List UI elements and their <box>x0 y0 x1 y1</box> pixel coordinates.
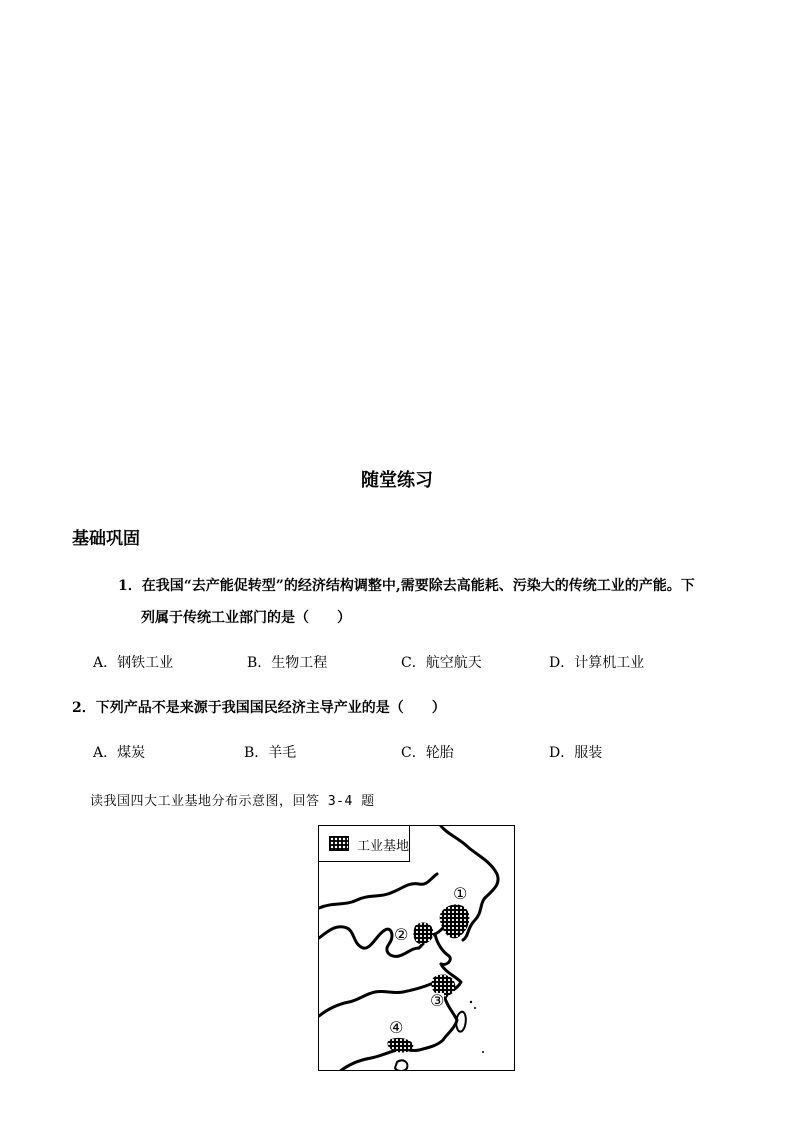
question-1-option-b: B．生物工程 <box>247 655 328 671</box>
question-2-option-c: C．轮胎 <box>401 745 454 761</box>
small-island <box>470 1001 472 1003</box>
yangtze-river-line <box>319 976 445 1016</box>
question-2-option-d: D．服装 <box>549 745 603 761</box>
map-marker-4: ④ <box>389 1018 404 1037</box>
south-coastline <box>339 1050 397 1071</box>
east-coastline <box>397 964 461 1051</box>
question-1-option-d: D．计算机工业 <box>549 655 645 671</box>
industrial-base-swatch <box>329 836 349 851</box>
question-1-text-line2: 列属于传统工业部门的是（ ） <box>141 610 351 626</box>
hainan-island <box>395 1060 407 1071</box>
section-heading: 基础巩固 <box>72 529 140 549</box>
question-2-option-a: A．煤炭 <box>93 745 146 761</box>
map-drawing <box>319 826 515 1071</box>
north-border-line <box>319 874 437 908</box>
industrial-base-2-jingjintang <box>413 923 433 944</box>
industrial-base-map <box>318 825 515 1071</box>
map-legend <box>319 826 410 862</box>
small-island <box>482 1051 484 1053</box>
industrial-base-1-liaozhongnan <box>440 904 470 938</box>
question-1-option-a: A．钢铁工业 <box>93 655 174 671</box>
map-marker-3: ③ <box>430 991 445 1010</box>
small-island <box>474 1007 476 1009</box>
legend-label: 工业基地 <box>357 839 410 854</box>
map-marker-1: ① <box>453 884 468 903</box>
question-2-option-b: B．羊毛 <box>244 745 297 761</box>
map-instruction: 读我国四大工业基地分布示意图，回答 3-4 题 <box>90 794 375 809</box>
question-1-option-c: C．航空航天 <box>401 655 482 671</box>
map-marker-2: ② <box>394 925 409 944</box>
question-1-text-line1: 1．在我国“去产能促转型”的经济结构调整中,需要除去高能耗、污染大的传统工业的产能。下 <box>118 578 695 594</box>
question-2-text: 2．下列产品不是来源于我国国民经济主导产业的是（ ） <box>72 700 446 716</box>
page-title: 随堂练习 <box>361 470 433 491</box>
